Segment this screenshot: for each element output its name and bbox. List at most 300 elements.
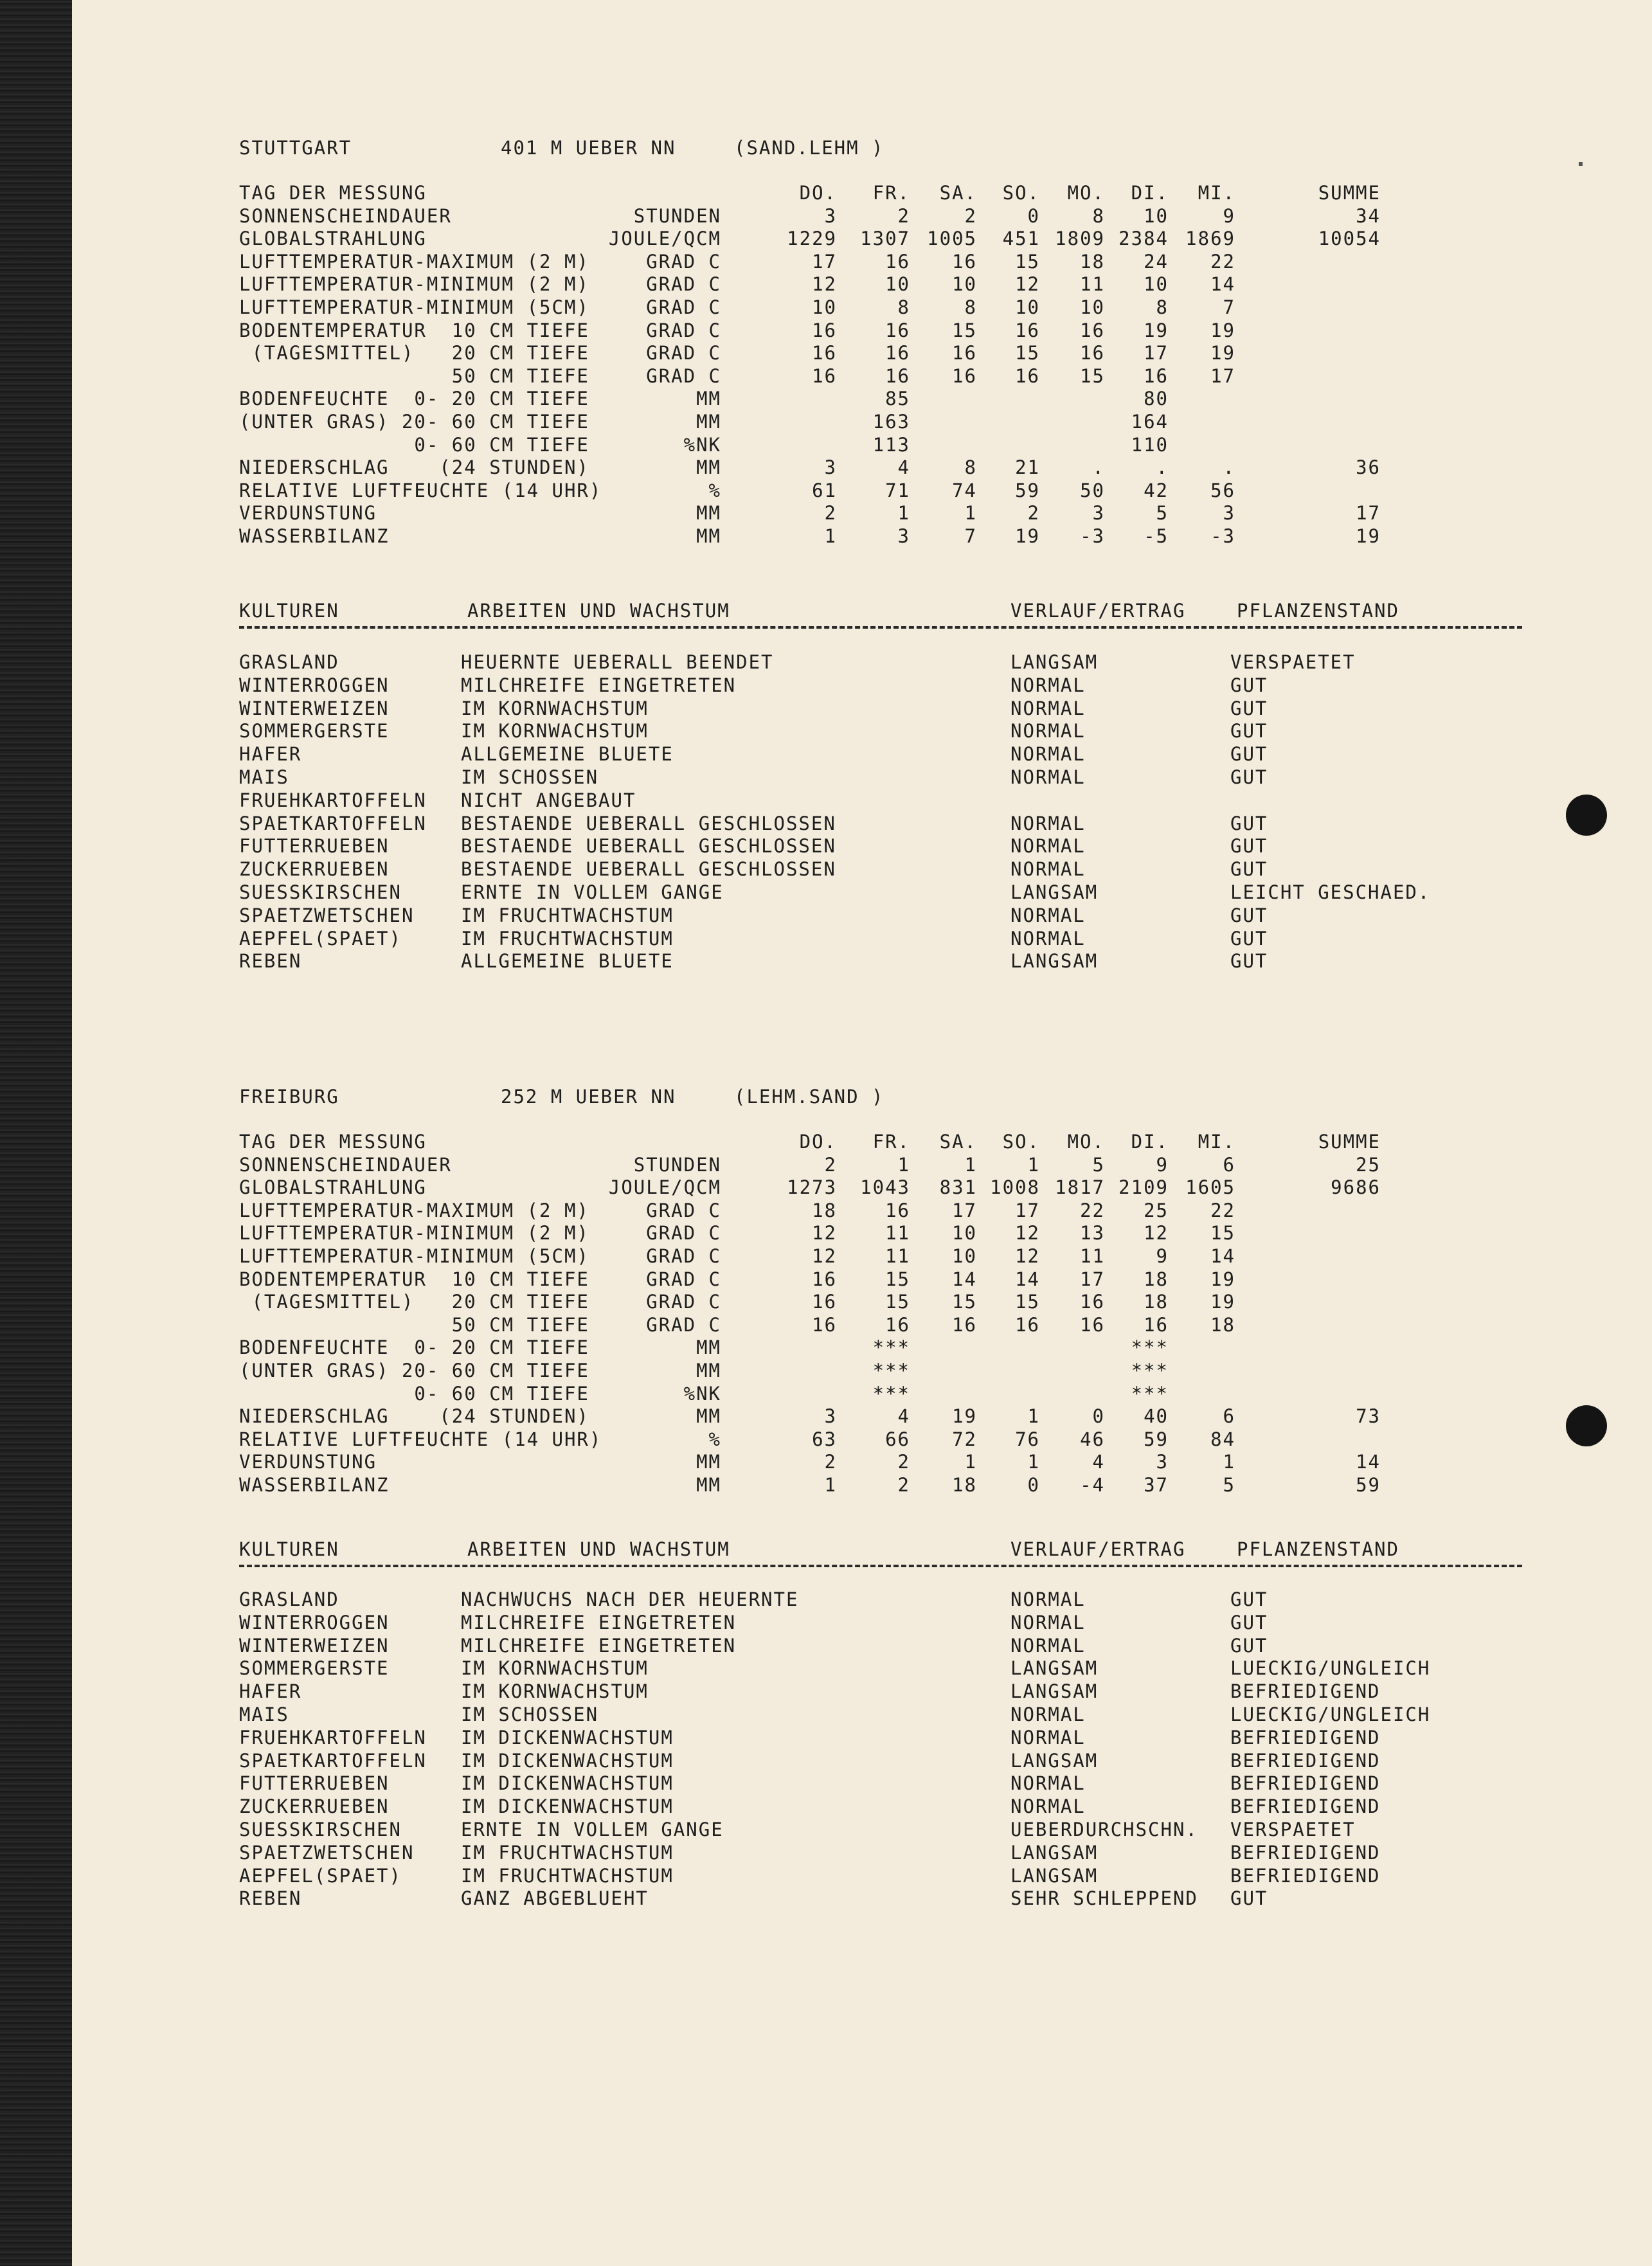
station-altitude: 252 M UEBER NN: [501, 1086, 676, 1108]
data-cell: 1605: [1185, 1176, 1235, 1199]
data-cell: 2: [824, 1451, 837, 1473]
crop-activity: GANZ ABGEBLUEHT: [461, 1887, 649, 1910]
crop-status: GUT: [1230, 720, 1268, 742]
data-cell: 16: [885, 1313, 910, 1336]
row-label: RELATIVE LUFTFEUCHTE (14 UHR): [239, 1428, 602, 1450]
row-unit: GRAD C: [646, 1245, 721, 1267]
crop-name: FUTTERRUEBEN: [239, 1772, 390, 1795]
crop-status: LUECKIG/UNGLEICH: [1230, 1657, 1431, 1680]
data-cell: 16: [1080, 319, 1105, 341]
crop-activity: ALLGEMEINE BLUETE: [461, 950, 674, 973]
crop-progress: NORMAL: [1010, 1611, 1086, 1633]
data-cell: 11: [1080, 1245, 1105, 1267]
sum-cell: 36: [1356, 456, 1381, 479]
data-cell: -3: [1210, 525, 1235, 547]
crop-progress: NORMAL: [1010, 1772, 1086, 1795]
day-header: FR.: [872, 1131, 910, 1153]
data-cell: 1: [964, 1451, 977, 1473]
crop-name: HAFER: [239, 1680, 302, 1703]
row-label: BODENFEUCHTE 0- 20 CM TIEFE: [239, 388, 589, 410]
crop-status: GUT: [1230, 743, 1268, 766]
data-cell: 8: [964, 296, 977, 318]
data-cell: 71: [885, 479, 910, 501]
data-cell: 40: [1144, 1405, 1169, 1428]
row-label: BODENTEMPERATUR 10 CM TIEFE: [239, 1268, 589, 1290]
data-cell: 59: [1144, 1428, 1169, 1450]
data-cell: 16: [952, 342, 977, 364]
data-cell: 9: [1223, 204, 1235, 227]
data-cell: 15: [1015, 342, 1040, 364]
data-cell: 9: [1156, 1153, 1169, 1176]
row-unit: %: [708, 479, 721, 501]
crop-progress: NORMAL: [1010, 766, 1086, 788]
data-cell: 1273: [787, 1176, 837, 1199]
data-cell: 19: [1210, 319, 1235, 341]
sum-cell: 34: [1356, 204, 1381, 227]
data-cell: 84: [1210, 1428, 1235, 1450]
data-cell: 59: [1015, 479, 1040, 501]
data-cell: 66: [885, 1428, 910, 1450]
data-cell: 831: [939, 1176, 977, 1199]
day-header: DO.: [799, 182, 837, 204]
crop-status: GUT: [1230, 927, 1268, 949]
crop-activity: IM FRUCHTWACHSTUM: [461, 927, 674, 949]
crop-name: ZUCKERRUEBEN: [239, 1795, 390, 1818]
data-cell: 10: [952, 1245, 977, 1267]
crop-progress: NORMAL: [1010, 674, 1086, 696]
crop-name: SOMMERGERSTE: [239, 720, 390, 742]
crops-header-kulturen: KULTUREN: [239, 600, 339, 622]
data-cell: 21: [1015, 456, 1040, 479]
row-label: (UNTER GRAS) 20- 60 CM TIEFE: [239, 411, 589, 433]
sum-cell: 9686: [1331, 1176, 1381, 1199]
crop-activity: BESTAENDE UEBERALL GESCHLOSSEN: [461, 812, 836, 834]
crop-progress: NORMAL: [1010, 743, 1086, 766]
crop-activity: IM KORNWACHSTUM: [461, 1680, 649, 1703]
data-cell: 4: [897, 1405, 910, 1428]
data-cell: 16: [812, 1291, 837, 1313]
data-cell: 113: [872, 433, 910, 456]
row-unit: MM: [696, 388, 721, 410]
data-cell: 14: [1015, 1268, 1040, 1290]
data-cell: 16: [812, 319, 837, 341]
data-cell: 16: [885, 1199, 910, 1221]
crop-progress: NORMAL: [1010, 1795, 1086, 1818]
data-cell: 16: [885, 342, 910, 364]
row-unit: GRAD C: [646, 1313, 721, 1336]
data-cell: 24: [1144, 250, 1169, 273]
crops-header-arbeiten: ARBEITEN UND WACHSTUM: [467, 1538, 730, 1560]
row-label: SONNENSCHEINDAUER: [239, 204, 452, 227]
crop-name: MAIS: [239, 766, 289, 788]
crop-status: VERSPAETET: [1230, 651, 1356, 673]
data-cell: 80: [1144, 388, 1169, 410]
row-unit: %NK: [683, 1382, 721, 1405]
sum-cell: 14: [1356, 1451, 1381, 1473]
row-label: TAG DER MESSUNG: [239, 1131, 427, 1153]
data-cell: 15: [1015, 1291, 1040, 1313]
day-header: SO.: [1002, 1131, 1040, 1153]
crop-name: SPAETKARTOFFELN: [239, 812, 427, 834]
crop-status: VERSPAETET: [1230, 1819, 1356, 1840]
row-label: LUFTTEMPERATUR-MINIMUM (5CM): [239, 296, 589, 318]
data-cell: 110: [1131, 433, 1169, 456]
row-unit: MM: [696, 502, 721, 525]
crops-header-stand: PFLANZENSTAND: [1237, 1538, 1399, 1560]
data-cell: 1817: [1055, 1176, 1105, 1199]
data-cell: 10: [885, 273, 910, 296]
data-cell: 17: [1144, 342, 1169, 364]
crop-name: SOMMERGERSTE: [239, 1657, 390, 1680]
crop-activity: ALLGEMEINE BLUETE: [461, 743, 674, 766]
crop-progress: SEHR SCHLEPPEND: [1010, 1887, 1198, 1910]
data-cell: 0: [1027, 204, 1040, 227]
data-cell: 3: [1092, 502, 1105, 525]
data-cell: 19: [1210, 1291, 1235, 1313]
data-cell: 2: [897, 1451, 910, 1473]
day-header: MI.: [1198, 1131, 1235, 1153]
crop-activity: MILCHREIFE EINGETRETEN: [461, 1634, 737, 1657]
data-cell: 3: [824, 1405, 837, 1428]
row-label: (UNTER GRAS) 20- 60 CM TIEFE: [239, 1360, 589, 1381]
crop-name: GRASLAND: [239, 651, 339, 673]
crop-progress: NORMAL: [1010, 904, 1086, 926]
data-cell: 16: [1015, 319, 1040, 341]
day-header: MO.: [1067, 1131, 1105, 1153]
data-cell: 16: [1015, 364, 1040, 387]
row-unit: MM: [696, 1474, 721, 1496]
row-label: LUFTTEMPERATUR-MINIMUM (2 M): [239, 273, 589, 296]
row-unit: GRAD C: [646, 319, 721, 341]
data-cell: 5: [1092, 1153, 1105, 1176]
data-cell: 18: [1080, 250, 1105, 273]
data-cell: 0: [1027, 1474, 1040, 1496]
data-cell: 16: [1080, 1313, 1105, 1336]
data-cell: 18: [1144, 1291, 1169, 1313]
data-cell: 3: [1223, 502, 1235, 525]
data-cell: 15: [952, 1291, 977, 1313]
crop-name: WINTERROGGEN: [239, 674, 390, 696]
data-cell: 2: [964, 204, 977, 227]
data-cell: 14: [1210, 1245, 1235, 1267]
row-unit: MM: [696, 1336, 721, 1359]
data-cell: 7: [1223, 296, 1235, 318]
crop-progress: NORMAL: [1010, 697, 1086, 719]
crop-progress: NORMAL: [1010, 1634, 1086, 1657]
data-cell: 2384: [1118, 228, 1169, 250]
crop-progress: NORMAL: [1010, 835, 1086, 858]
row-unit: STUNDEN: [633, 204, 721, 227]
data-cell: 16: [1144, 1313, 1169, 1336]
crop-name: SUESSKIRSCHEN: [239, 1819, 402, 1840]
data-cell: 18: [1144, 1268, 1169, 1290]
row-label: LUFTTEMPERATUR-MINIMUM (2 M): [239, 1222, 589, 1245]
data-cell: 6: [1223, 1153, 1235, 1176]
station-name: FREIBURG: [239, 1086, 339, 1108]
row-unit: GRAD C: [646, 273, 721, 296]
crop-status: BEFRIEDIGEND: [1230, 1680, 1381, 1703]
data-cell: 16: [952, 364, 977, 387]
crop-status: GUT: [1230, 1634, 1268, 1657]
data-cell: 10: [1015, 296, 1040, 318]
data-cell: 1: [1223, 1451, 1235, 1473]
crop-activity: BESTAENDE UEBERALL GESCHLOSSEN: [461, 835, 836, 858]
crop-status: GUT: [1230, 904, 1268, 926]
data-cell: 10: [1144, 204, 1169, 227]
data-cell: 17: [1210, 364, 1235, 387]
data-cell: 25: [1144, 1199, 1169, 1221]
row-unit: MM: [696, 411, 721, 433]
day-header: MI.: [1198, 182, 1235, 204]
data-cell: ***: [1131, 1336, 1169, 1359]
crop-name: WINTERROGGEN: [239, 1611, 390, 1633]
row-unit: MM: [696, 1451, 721, 1473]
crop-progress: LANGSAM: [1010, 1657, 1099, 1680]
crop-progress: NORMAL: [1010, 1726, 1086, 1749]
crop-activity: IM KORNWACHSTUM: [461, 720, 649, 742]
data-cell: 1869: [1185, 228, 1235, 250]
row-label: 0- 60 CM TIEFE: [239, 1382, 589, 1405]
crop-status: GUT: [1230, 812, 1268, 834]
day-header: DO.: [799, 1131, 837, 1153]
data-cell: 15: [1015, 250, 1040, 273]
crop-status: BEFRIEDIGEND: [1230, 1726, 1381, 1749]
data-cell: 46: [1080, 1428, 1105, 1450]
row-label: WASSERBILANZ: [239, 1474, 390, 1496]
data-cell: 12: [1015, 273, 1040, 296]
data-cell: 12: [1144, 1222, 1169, 1245]
row-unit: GRAD C: [646, 1268, 721, 1290]
data-cell: .: [1156, 456, 1169, 479]
data-cell: 15: [885, 1268, 910, 1290]
data-cell: 85: [885, 388, 910, 410]
data-cell: .: [1092, 456, 1105, 479]
data-cell: 16: [1015, 1313, 1040, 1336]
crop-activity: IM FRUCHTWACHSTUM: [461, 904, 674, 926]
data-cell: 14: [952, 1268, 977, 1290]
data-cell: 2: [1027, 502, 1040, 525]
data-cell: 19: [1015, 525, 1040, 547]
day-header: SA.: [939, 182, 977, 204]
row-label: BODENFEUCHTE 0- 20 CM TIEFE: [239, 1336, 589, 1359]
row-unit: GRAD C: [646, 296, 721, 318]
crops-header-verlauf: VERLAUF/ERTRAG: [1010, 600, 1186, 622]
crop-name: GRASLAND: [239, 1588, 339, 1610]
day-header: DI.: [1131, 1131, 1169, 1153]
crop-name: HAFER: [239, 743, 302, 766]
row-label: 50 CM TIEFE: [239, 364, 589, 387]
data-cell: 1: [1027, 1405, 1040, 1428]
data-cell: 22: [1210, 1199, 1235, 1221]
crop-status: GUT: [1230, 1887, 1268, 1910]
data-cell: 8: [964, 456, 977, 479]
data-cell: 1: [964, 502, 977, 525]
crop-name: REBEN: [239, 1887, 302, 1910]
crop-activity: IM FRUCHTWACHSTUM: [461, 1841, 674, 1864]
data-cell: 18: [1210, 1313, 1235, 1336]
crop-status: GUT: [1230, 1588, 1268, 1610]
data-cell: 1: [897, 502, 910, 525]
row-unit: GRAD C: [646, 1291, 721, 1313]
crops-divider: [239, 626, 1522, 629]
data-cell: 1307: [860, 228, 910, 250]
data-cell: -3: [1080, 525, 1105, 547]
row-label: SONNENSCHEINDAUER: [239, 1153, 452, 1176]
row-unit: MM: [696, 1405, 721, 1428]
data-cell: 451: [1002, 228, 1040, 250]
crop-name: FRUEHKARTOFFELN: [239, 1726, 427, 1749]
crop-progress: NORMAL: [1010, 1588, 1086, 1610]
data-cell: 16: [952, 250, 977, 273]
crop-progress: NORMAL: [1010, 812, 1086, 834]
crop-name: AEPFEL(SPAET): [239, 927, 402, 949]
crop-name: MAIS: [239, 1704, 289, 1725]
data-cell: 16: [885, 319, 910, 341]
data-cell: 10: [1080, 296, 1105, 318]
crop-status: GUT: [1230, 950, 1268, 973]
data-cell: 17: [1080, 1268, 1105, 1290]
crop-activity: NICHT ANGEBAUT: [461, 789, 636, 811]
data-cell: 164: [1131, 411, 1169, 433]
data-cell: 12: [812, 1222, 837, 1245]
data-cell: 3: [1156, 1451, 1169, 1473]
crop-name: ZUCKERRUEBEN: [239, 858, 390, 881]
row-label: NIEDERSCHLAG (24 STUNDEN): [239, 456, 589, 479]
data-cell: 61: [812, 479, 837, 501]
data-cell: ***: [872, 1336, 910, 1359]
crop-status: GUT: [1230, 835, 1268, 858]
crop-activity: IM FRUCHTWACHSTUM: [461, 1864, 674, 1887]
data-cell: 76: [1015, 1428, 1040, 1450]
data-cell: 1809: [1055, 228, 1105, 250]
data-cell: 14: [1210, 273, 1235, 296]
row-unit: GRAD C: [646, 1222, 721, 1245]
crop-progress: LANGSAM: [1010, 881, 1099, 903]
crop-name: SPAETZWETSCHEN: [239, 1841, 415, 1864]
data-cell: 42: [1144, 479, 1169, 501]
row-unit: MM: [696, 456, 721, 479]
row-unit: MM: [696, 525, 721, 547]
data-cell: 12: [1015, 1222, 1040, 1245]
crop-status: GUT: [1230, 1611, 1268, 1633]
data-cell: 12: [812, 273, 837, 296]
crop-status: GUT: [1230, 674, 1268, 696]
data-cell: 16: [885, 364, 910, 387]
crop-activity: IM DICKENWACHSTUM: [461, 1726, 674, 1749]
row-label: 0- 60 CM TIEFE: [239, 433, 589, 456]
data-cell: 4: [1092, 1451, 1105, 1473]
crop-status: BEFRIEDIGEND: [1230, 1749, 1381, 1772]
data-cell: 7: [964, 525, 977, 547]
summe-header: SUMME: [1318, 182, 1381, 204]
data-cell: 3: [824, 456, 837, 479]
crop-name: AEPFEL(SPAET): [239, 1864, 402, 1887]
data-cell: 16: [1144, 364, 1169, 387]
data-cell: 16: [812, 364, 837, 387]
data-cell: 22: [1080, 1199, 1105, 1221]
crops-header-stand: PFLANZENSTAND: [1237, 600, 1399, 622]
station-name: STUTTGART: [239, 137, 352, 159]
row-label: 50 CM TIEFE: [239, 1313, 589, 1336]
data-cell: 6: [1223, 1405, 1235, 1428]
punch-hole-bottom: [1566, 1405, 1607, 1446]
crop-activity: IM SCHOSSEN: [461, 1704, 599, 1725]
data-cell: 15: [1080, 364, 1105, 387]
data-cell: 1: [1027, 1451, 1040, 1473]
data-cell: 1008: [990, 1176, 1040, 1199]
row-unit: JOULE/QCM: [608, 228, 721, 250]
data-cell: 17: [952, 1199, 977, 1221]
crop-activity: HEUERNTE UEBERALL BEENDET: [461, 651, 774, 673]
station-soil: (LEHM.SAND ): [734, 1086, 884, 1108]
data-cell: 16: [812, 1313, 837, 1336]
crop-name: REBEN: [239, 950, 302, 973]
crops-header-arbeiten: ARBEITEN UND WACHSTUM: [467, 600, 730, 622]
data-cell: 163: [872, 411, 910, 433]
data-cell: 1: [1027, 1153, 1040, 1176]
data-cell: 9: [1156, 1245, 1169, 1267]
crop-progress: NORMAL: [1010, 1704, 1086, 1725]
crop-status: GUT: [1230, 858, 1268, 881]
row-unit: GRAD C: [646, 1199, 721, 1221]
data-cell: 15: [952, 319, 977, 341]
crop-progress: NORMAL: [1010, 927, 1086, 949]
row-unit: GRAD C: [646, 364, 721, 387]
sum-cell: 19: [1356, 525, 1381, 547]
crop-status: BEFRIEDIGEND: [1230, 1841, 1381, 1864]
crops-header-kulturen: KULTUREN: [239, 1538, 339, 1560]
crop-name: WINTERWEIZEN: [239, 1634, 390, 1657]
row-label: TAG DER MESSUNG: [239, 182, 427, 204]
data-cell: 10: [952, 273, 977, 296]
crop-progress: LANGSAM: [1010, 950, 1099, 973]
data-cell: 8: [1092, 204, 1105, 227]
data-cell: ***: [872, 1360, 910, 1381]
data-cell: 2: [897, 1474, 910, 1496]
data-cell: 1: [824, 525, 837, 547]
crops-header-verlauf: VERLAUF/ERTRAG: [1010, 1538, 1186, 1560]
data-cell: 12: [1015, 1245, 1040, 1267]
data-cell: 11: [885, 1222, 910, 1245]
sum-cell: 73: [1356, 1405, 1381, 1428]
data-cell: 8: [897, 296, 910, 318]
crop-progress: LANGSAM: [1010, 1749, 1099, 1772]
binding-strip: [0, 0, 72, 2266]
data-cell: 15: [1210, 1222, 1235, 1245]
crop-activity: IM DICKENWACHSTUM: [461, 1772, 674, 1795]
data-cell: 19: [1210, 1268, 1235, 1290]
row-label: GLOBALSTRAHLUNG: [239, 228, 427, 250]
row-label: BODENTEMPERATUR 10 CM TIEFE: [239, 319, 589, 341]
row-label: LUFTTEMPERATUR-MAXIMUM (2 M): [239, 250, 589, 273]
crop-status: GUT: [1230, 766, 1268, 788]
day-header: SA.: [939, 1131, 977, 1153]
data-cell: 1229: [787, 228, 837, 250]
data-cell: 12: [812, 1245, 837, 1267]
data-cell: 2: [897, 204, 910, 227]
crop-name: SPAETKARTOFFELN: [239, 1749, 427, 1772]
crop-status: BEFRIEDIGEND: [1230, 1772, 1381, 1795]
crop-name: FRUEHKARTOFFELN: [239, 789, 427, 811]
data-cell: 3: [824, 204, 837, 227]
data-cell: 17: [812, 250, 837, 273]
row-label: LUFTTEMPERATUR-MAXIMUM (2 M): [239, 1199, 589, 1221]
crop-progress: LANGSAM: [1010, 1864, 1099, 1887]
row-label: VERDUNSTUNG: [239, 1451, 377, 1473]
crop-name: SPAETZWETSCHEN: [239, 904, 415, 926]
crop-progress: UEBERDURCHSCHN.: [1010, 1819, 1198, 1840]
data-cell: 5: [1156, 502, 1169, 525]
